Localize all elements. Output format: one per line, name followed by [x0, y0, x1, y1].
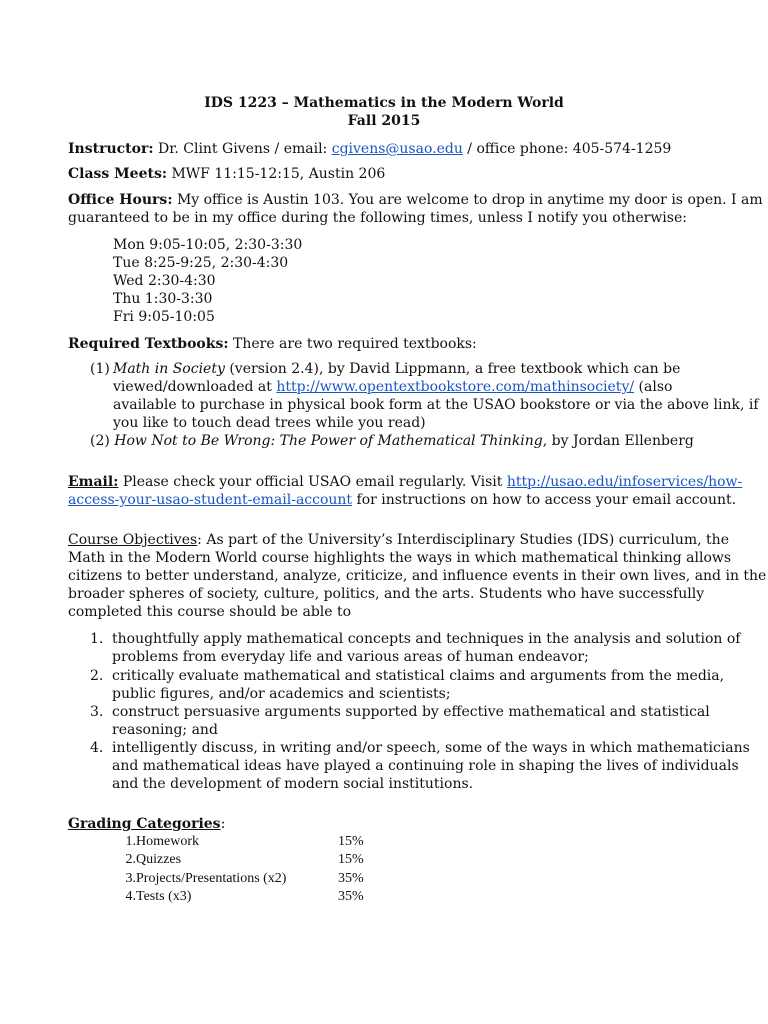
- objectives-text: citizens to better understand, analyze, criticize, and influence events in their own lives, and in the: [68, 568, 767, 584]
- textbook-2-author: , by Jordan Ellenberg: [542, 433, 694, 449]
- objective-text: reasoning; and: [112, 722, 218, 738]
- grading-category: Homework: [136, 834, 199, 849]
- grading-percent: 15%: [338, 852, 364, 867]
- office-hours-text-2: guaranteed to be in my office during the following times, unless I notify you otherwise:: [68, 210, 687, 226]
- class-meets-line: [68, 165, 708, 183]
- instructor-label: Instructor:: [68, 141, 154, 157]
- textbook-1-line3: available to purchase in physical book form at the USAO bookstore or via the above link, if: [113, 397, 759, 413]
- objective-text: and mathematical ideas have played a continuing role in shaping the lives of individuals: [112, 758, 739, 774]
- textbook-1-link[interactable]: http://www.opentextbookstore.com/mathinsociety/: [276, 379, 635, 395]
- grading-heading: [68, 815, 708, 833]
- schedule-day: Fri 9:05-10:05: [113, 309, 215, 325]
- grading-percent: 15%: [338, 834, 364, 849]
- objectives-label: Course Objectives: [68, 532, 198, 548]
- class-meets-label: Class Meets:: [68, 166, 167, 182]
- textbook-1-view-text: viewed/downloaded at: [113, 379, 272, 395]
- objectives-text: broader spheres of society, culture, politics, and the arts. Students who have successfully: [68, 586, 705, 602]
- email-help-link-part2[interactable]: access-your-usao-student-email-account: [68, 492, 353, 508]
- email-label: Email:: [68, 474, 119, 490]
- objectives-text: Math in the Modern World course highlights the ways in which mathematical thinking allows: [68, 550, 732, 566]
- textbook-1-title: Math in Society: [113, 361, 225, 377]
- grading-number: 3.: [125, 871, 136, 886]
- grading-category: Tests (x3): [136, 889, 192, 904]
- textbook-1-line4: you like to touch dead trees while you read): [113, 415, 426, 431]
- email-section: [68, 473, 743, 509]
- objective-text: thoughtfully apply mathematical concepts and techniques in the analysis and solution of: [112, 631, 741, 647]
- objective-number: 3.: [90, 704, 104, 720]
- office-hours-text-1: My office is Austin 103. You are welcome to drop in anytime my door is open. I am: [176, 192, 763, 208]
- grading-percent: 35%: [338, 889, 364, 904]
- office-phone: / office phone: 405-574-1259: [462, 141, 672, 157]
- objective-number: 4.: [90, 740, 104, 756]
- grading-category: Projects/Presentations (x2): [136, 871, 287, 886]
- textbook-1-number: (1): [90, 361, 110, 377]
- instructor-line: [68, 140, 708, 158]
- office-hours-section: [68, 191, 763, 227]
- office-hours-schedule: [113, 236, 753, 326]
- instructor-name: Dr. Clint Givens: [157, 141, 271, 157]
- grading-colon: :: [220, 816, 226, 832]
- textbooks-label: Required Textbooks:: [68, 336, 229, 352]
- grading-number: 2.: [125, 852, 136, 867]
- schedule-day: Wed 2:30-4:30: [113, 273, 216, 289]
- objectives-text: : As part of the University’s Interdisciplinary Studies (IDS) curriculum, the: [197, 532, 729, 548]
- email-separator: / email:: [270, 141, 332, 157]
- grading-label: Grading Categories: [68, 816, 221, 832]
- objectives-section: [68, 531, 767, 621]
- textbook-2-number: (2): [90, 433, 110, 449]
- email-help-link-part1[interactable]: http://usao.edu/infoservices/how-: [506, 474, 743, 490]
- objective-text: intelligently discuss, in writing and/or speech, some of the ways in which mathematicians: [112, 740, 750, 756]
- textbook-1-also: (also: [638, 379, 673, 395]
- textbooks-intro: There are two required textbooks:: [232, 336, 477, 352]
- schedule-day: Tue 8:25-9:25, 2:30-4:30: [113, 255, 289, 271]
- objective-text: public figures, and/or academics and scientists;: [112, 686, 451, 702]
- objective-text: and the development of modern social institutions.: [112, 776, 474, 792]
- textbook-2-title: How Not to Be Wrong: The Power of Mathematical Thinking: [114, 433, 543, 449]
- schedule-day: Thu 1:30-3:30: [113, 291, 213, 307]
- objective-text: problems from everyday life and various areas of human endeavor;: [112, 649, 589, 665]
- email-instructions: for instructions on how to access your email account.: [356, 492, 737, 508]
- objective-text: construct persuasive arguments supported by effective mathematical and statistical: [112, 704, 710, 720]
- textbook-2: [90, 432, 694, 450]
- email-text: Please check your official USAO email regularly. Visit: [122, 474, 503, 490]
- course-title: IDS 1223 – Mathematics in the Modern World: [204, 95, 564, 111]
- course-term: Fall 2015: [347, 113, 421, 129]
- objective-text: critically evaluate mathematical and statistical claims and arguments from the media,: [112, 668, 725, 684]
- objective-number: 1.: [90, 631, 104, 647]
- office-hours-label: Office Hours:: [68, 192, 173, 208]
- textbook-1-desc: (version 2.4), by David Lippmann, a free textbook which can be: [229, 361, 681, 377]
- class-meets-value: MWF 11:15-12:15, Austin 206: [171, 166, 386, 182]
- grading-number: 1.: [125, 834, 136, 849]
- grading-category: Quizzes: [136, 852, 182, 867]
- grading-number: 4.: [125, 889, 136, 904]
- textbooks-heading: [68, 335, 708, 353]
- objective-number: 2.: [90, 668, 104, 684]
- instructor-email-link[interactable]: cgivens@usao.edu: [331, 141, 463, 157]
- objectives-text: completed this course should be able to: [68, 604, 352, 620]
- grading-percent: 35%: [338, 871, 364, 886]
- schedule-day: Mon 9:05-10:05, 2:30-3:30: [113, 237, 303, 253]
